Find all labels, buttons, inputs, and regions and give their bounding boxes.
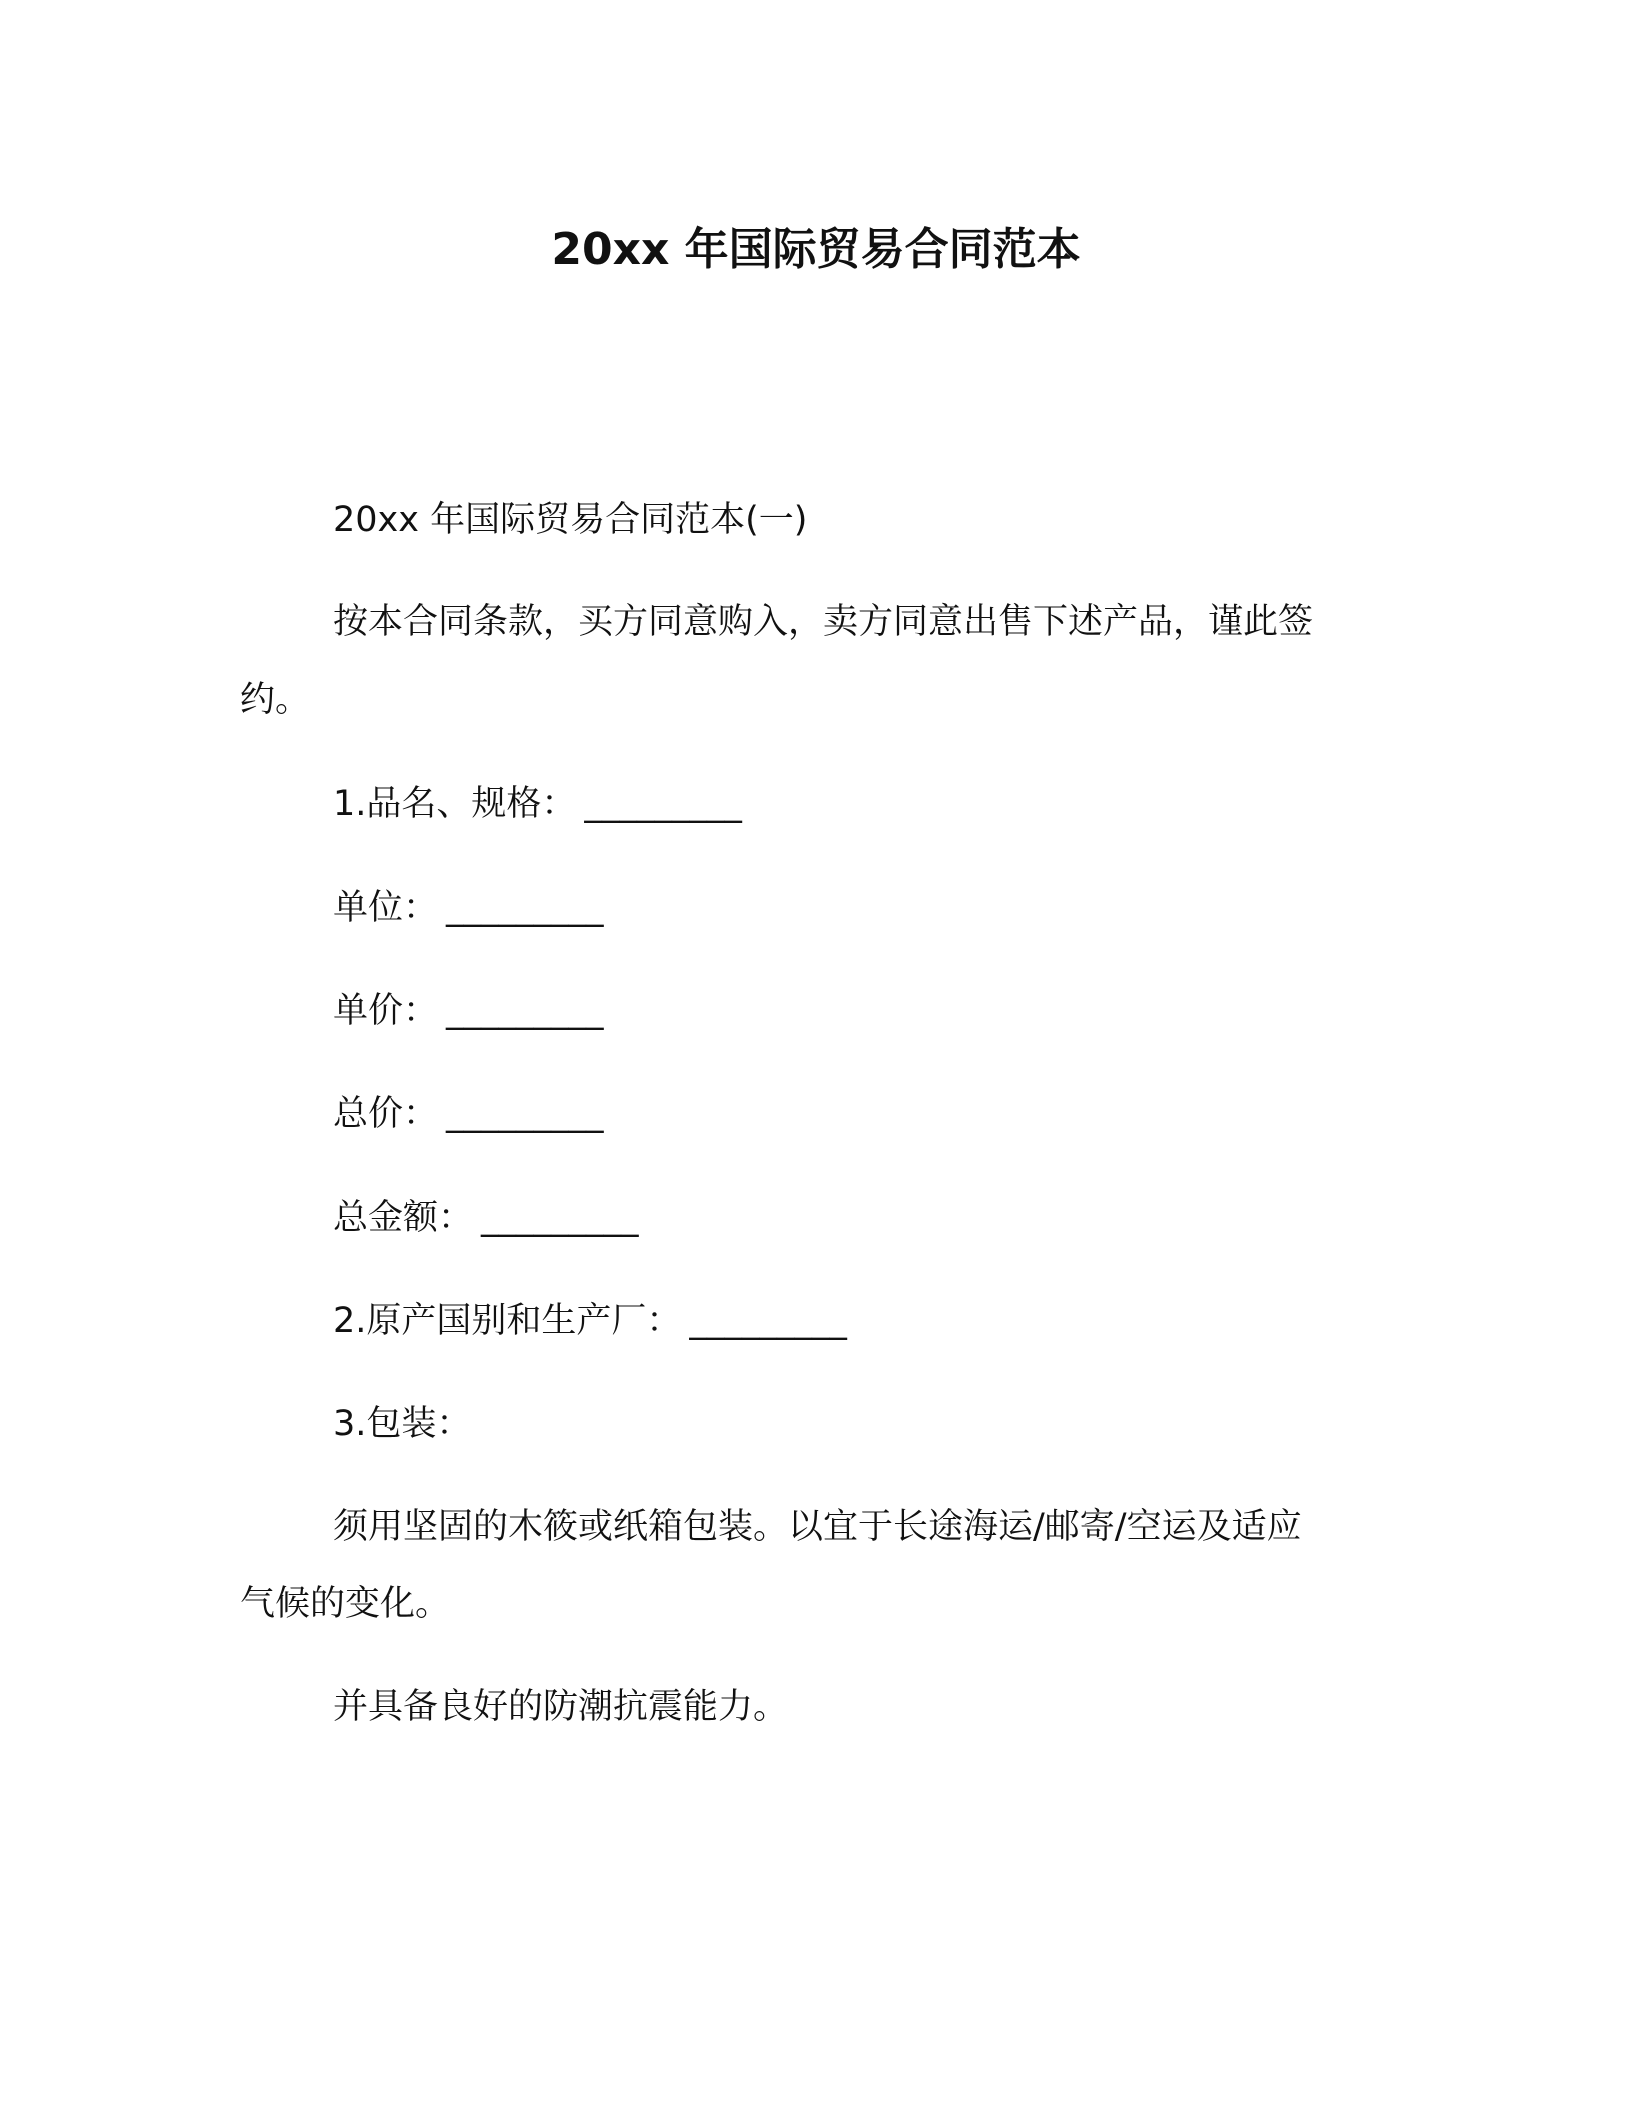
total-amount-label: 总金额： (333, 1198, 474, 1238)
item-name-spec-row (333, 780, 742, 828)
packaging-heading: 3.包装： (333, 1404, 472, 1444)
packaging-line-1: 须用坚固的木筱或纸箱包装。以宜于长途海运/邮寄/空运及适应 (333, 1507, 1302, 1547)
packaging-line-2: 气候的变化。 (240, 1584, 451, 1624)
packaging-line-3: 并具备良好的防潮抗震能力。 (333, 1687, 789, 1727)
total-amount-row (333, 1194, 639, 1242)
origin-manufacturer-row (333, 1297, 847, 1345)
origin-manufacturer-blank: _________ (689, 1301, 847, 1341)
unit-price-row (333, 987, 604, 1035)
intro-paragraph-line-1: 按本合同条款，买方同意购入，卖方同意出售下述产品，谨此签 (333, 602, 1314, 642)
total-price-blank: _________ (446, 1094, 604, 1134)
unit-row (333, 884, 604, 932)
unit-label: 单位： (333, 888, 439, 928)
intro-paragraph-line-2: 约。 (240, 680, 311, 720)
total-amount-blank: _________ (481, 1198, 639, 1238)
origin-manufacturer-label: 2.原产国别和生产厂： (333, 1301, 682, 1341)
contract-subtitle: 20xx 年国际贸易合同范本(一) (333, 500, 808, 540)
document-title: 20xx 年国际贸易合同范本 (551, 224, 1081, 275)
item-name-spec-label: 1.品名、规格： (333, 784, 577, 824)
item-name-spec-blank: _________ (584, 784, 742, 824)
unit-price-blank: _________ (446, 991, 604, 1031)
unit-price-label: 单价： (333, 991, 439, 1031)
unit-blank: _________ (446, 888, 604, 928)
total-price-row (333, 1090, 604, 1138)
total-price-label: 总价： (333, 1094, 439, 1134)
